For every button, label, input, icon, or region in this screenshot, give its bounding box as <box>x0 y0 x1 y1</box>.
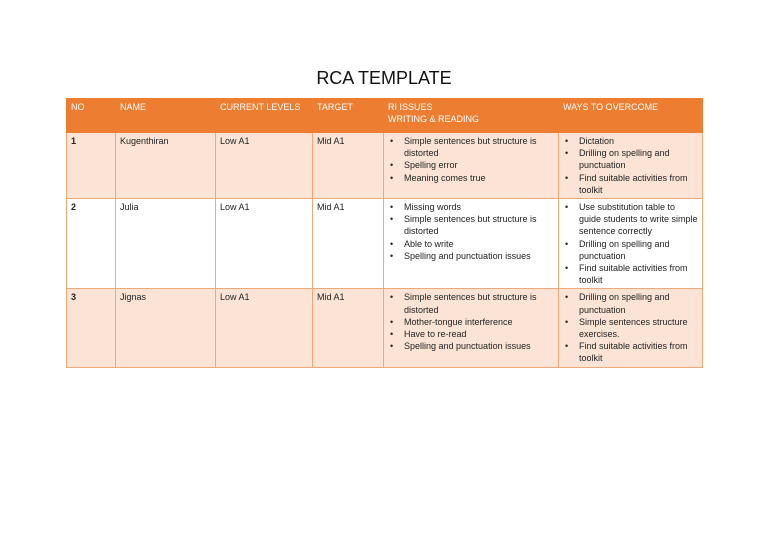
issue-item: • Have to re-read <box>388 328 554 340</box>
target-level: Mid A1 <box>313 133 384 199</box>
ways-cell <box>559 133 703 199</box>
ways-list <box>563 135 698 196</box>
header-target: TARGET <box>313 99 384 133</box>
target-level: Mid A1 <box>313 289 384 367</box>
issue-item: • Simple sentences but structure is distorted <box>388 291 554 315</box>
way-item: • Find suitable activities from toolkit <box>563 172 698 196</box>
issue-item: • Mother-tongue interference <box>388 316 554 328</box>
issue-item: • Simple sentences but structure is distorted <box>388 135 554 159</box>
issue-item: • Able to write <box>388 238 554 250</box>
issues-list <box>388 201 554 262</box>
header-issues-line1: RI ISSUES <box>388 102 433 112</box>
row-number: 2 <box>67 199 116 289</box>
issues-list <box>388 135 554 184</box>
way-item: • Use substitution table to guide students to write simple sentence correctly <box>563 201 698 238</box>
issues-cell <box>384 199 559 289</box>
header-row <box>67 99 703 133</box>
table-row <box>67 133 703 199</box>
issue-item: • Meaning comes true <box>388 172 554 184</box>
ways-list <box>563 201 698 286</box>
student-name: Julia <box>116 199 216 289</box>
target-level: Mid A1 <box>313 199 384 289</box>
ways-cell <box>559 199 703 289</box>
ways-list <box>563 291 698 364</box>
issue-item: • Spelling and punctuation issues <box>388 250 554 262</box>
way-item: • Simple sentences structure exercises. <box>563 316 698 340</box>
issues-cell <box>384 289 559 367</box>
header-current-levels: CURRENT LEVELS <box>216 99 313 133</box>
way-item: • Drilling on spelling and punctuation <box>563 291 698 315</box>
current-level: Low A1 <box>216 133 313 199</box>
table-row <box>67 289 703 367</box>
issue-item: • Spelling error <box>388 159 554 171</box>
way-item: • Drilling on spelling and punctuation <box>563 238 698 262</box>
student-name: Jignas <box>116 289 216 367</box>
header-no: NO <box>67 99 116 133</box>
row-number: 3 <box>67 289 116 367</box>
way-item: • Drilling on spelling and punctuation <box>563 147 698 171</box>
header-issues-line2: WRITING & READING <box>388 114 480 125</box>
issues-list <box>388 291 554 352</box>
header-ways-to-overcome: WAYS TO OVERCOME <box>559 99 703 133</box>
row-number: 1 <box>67 133 116 199</box>
way-item: • Find suitable activities from toolkit <box>563 340 698 364</box>
issue-item: • Missing words <box>388 201 554 213</box>
current-level: Low A1 <box>216 289 313 367</box>
header-issues <box>384 99 559 133</box>
issues-cell <box>384 133 559 199</box>
ways-cell <box>559 289 703 367</box>
table-row <box>67 199 703 289</box>
issue-item: • Spelling and punctuation issues <box>388 340 554 352</box>
way-item: • Dictation <box>563 135 698 147</box>
way-item: • Find suitable activities from toolkit <box>563 262 698 286</box>
document-title: RCA TEMPLATE <box>316 68 452 88</box>
issue-item: • Simple sentences but structure is distorted <box>388 213 554 237</box>
rca-table <box>66 98 703 368</box>
student-name: Kugenthiran <box>116 133 216 199</box>
current-level: Low A1 <box>216 199 313 289</box>
header-name: NAME <box>116 99 216 133</box>
